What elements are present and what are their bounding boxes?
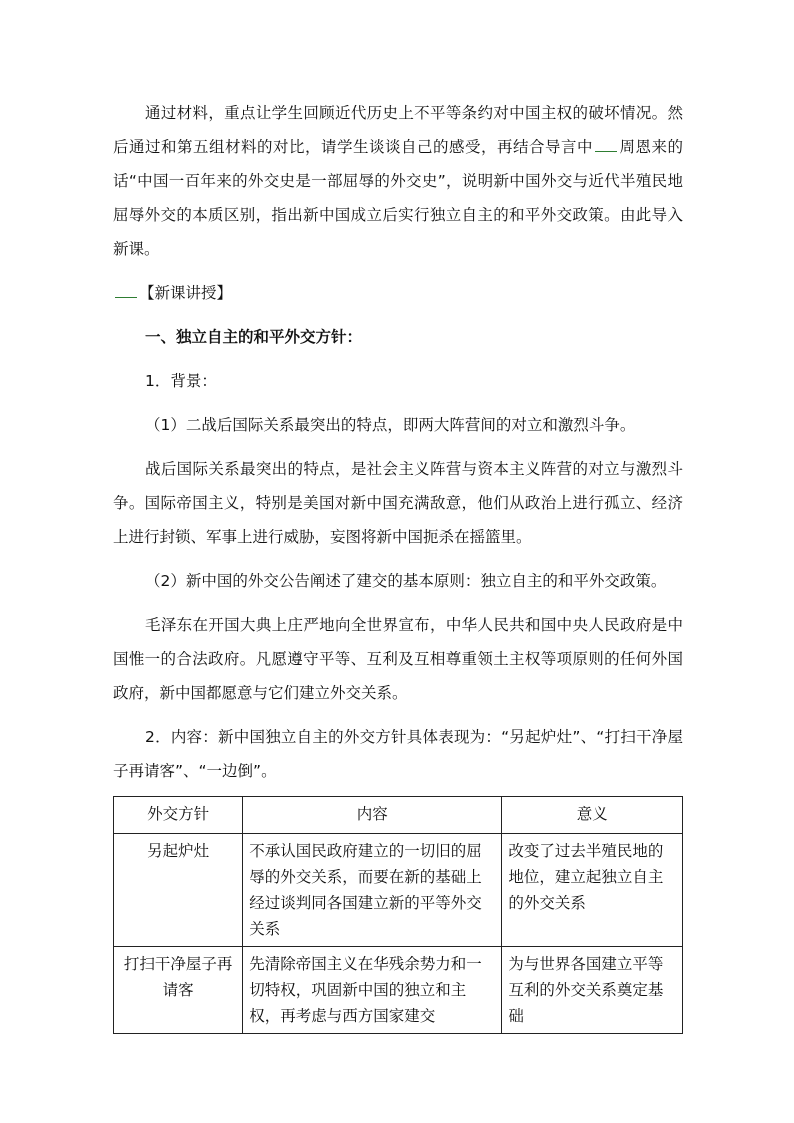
intro-text-part1: 通过材料，重点让学生回顾近代历史上不平等条约对中国主权的破坏情况。然后通过和第五组材料的对比，请学生谈谈自己的感受，再结合导言中 (113, 104, 683, 156)
table-cell: 打扫干净屋子再请客 (114, 947, 243, 1034)
table-cell: 改变了过去半殖民地的地位，建立起独立自主的外交关系 (502, 834, 683, 947)
fill-blank (115, 296, 137, 298)
table-header-cell: 外交方针 (114, 797, 243, 834)
intro-text-part2: 周恩来的话“中国一百年来的外交史是一部屈辱的外交史”，说明新中国外交与近代半殖民地屈辱外交的本质区别，指出新中国成立后实行独立自主的和平外交政策。由此导入新课。 (113, 138, 683, 258)
paragraph-mao: 毛泽东在开国大典上庄严地向全世界宣布，中华人民共和国中央人民政府是中国惟一的合法政府。凡愿遵守平等、互利及互相尊重领土主权等项原则的任何外国政府，新中国都愿意与它们建立外交关系。 (113, 616, 683, 702)
table-cell: 另起炉灶 (114, 834, 243, 947)
table-row (114, 834, 683, 947)
table-cell: 为与世界各国建立平等互利的外交关系奠定基础 (502, 947, 683, 1034)
policy-table (113, 796, 683, 1034)
table-header-row (114, 797, 683, 834)
table-row (114, 947, 683, 1034)
paragraph-postwar: 战后国际关系最突出的特点，是社会主义阵营与资本主义阵营的对立与激烈斗争。国际帝国主义，特别是美国对新中国充满敌意，他们从政治上进行孤立、经济上进行封锁、军事上进行威胁，妄图将新中国扼杀在摇篮里。 (113, 460, 683, 546)
point-background: 1．背景： (145, 372, 217, 390)
section-tag-line (113, 276, 683, 310)
table-cell: 不承认国民政府建立的一切旧的屈辱的外交关系，而要在新的基础上经过谈判同各国建立新的平等外交关系 (243, 834, 502, 947)
table-header-cell: 意义 (502, 797, 683, 834)
section-heading: 一、独立自主的和平外交方针： (145, 328, 363, 346)
intro-paragraph (113, 96, 683, 266)
section-tag: 【新课讲授】 (139, 284, 233, 302)
sub-point-1: （1）二战后国际关系最突出的特点，即两大阵营间的对立和激烈斗争。 (145, 416, 636, 434)
table-header-cell: 内容 (243, 797, 502, 834)
fill-blank (595, 150, 617, 152)
table-cell: 先清除帝国主义在华残余势力和一切特权，巩固新中国的独立和主权，再考虑与西方国家建交 (243, 947, 502, 1034)
document-page (113, 96, 683, 1034)
point-content: 2．内容：新中国独立自主的外交方针具体表现为：“另起炉灶”、“打扫干净屋子再请客”、“一边倒”。 (113, 728, 683, 780)
sub-point-2: （2）新中国的外交公告阐述了建交的基本原则：独立自主的和平外交政策。 (145, 572, 667, 590)
